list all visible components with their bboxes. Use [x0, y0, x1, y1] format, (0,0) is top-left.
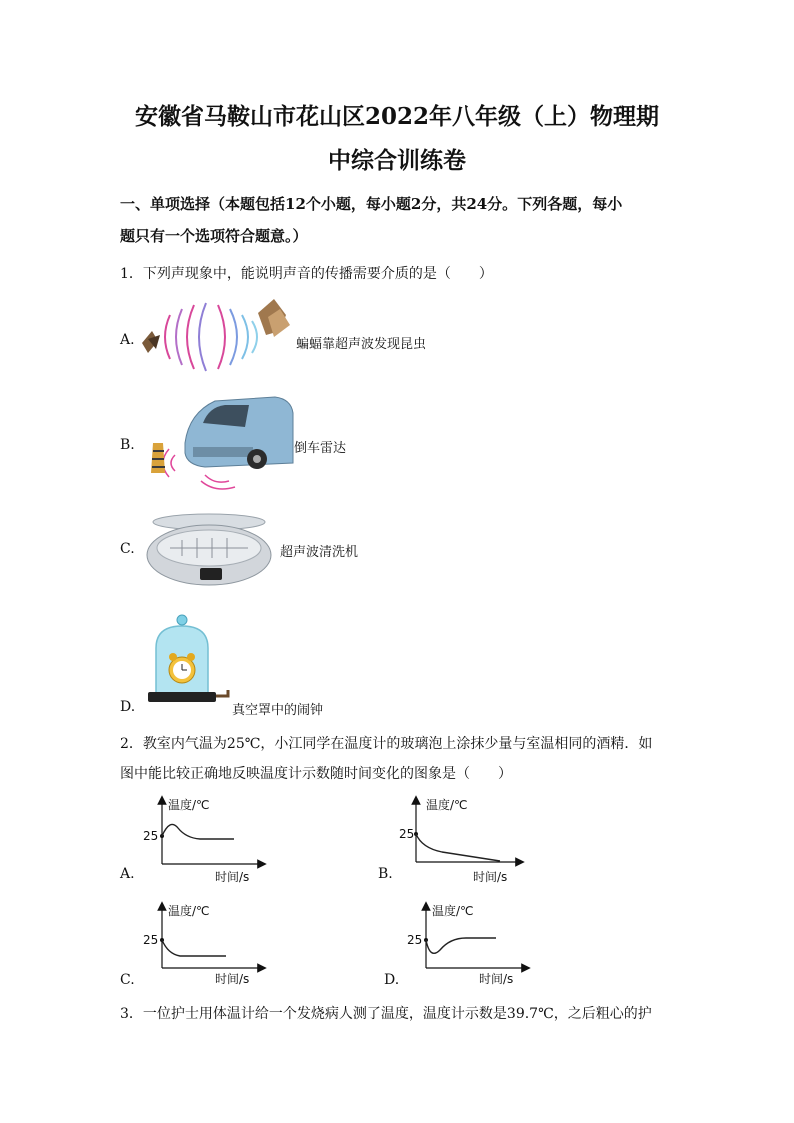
q2-option-c-label: C.: [120, 972, 135, 988]
q2-graph-b: [398, 794, 528, 884]
q2-graph-d-tick: 25: [407, 933, 423, 947]
q2-graph-c-y-axis-label: 温度/℃: [168, 904, 210, 918]
q2-graph-a-tick: 25: [143, 829, 159, 843]
q2-graph-c-x-axis-label: 时间/s: [215, 972, 250, 986]
q1-option-b-caption: 倒车雷达: [294, 441, 347, 456]
alarm-clock-bell-jar-picture: [146, 612, 236, 708]
q2-graph-b-x-axis-label: 时间/s: [473, 870, 508, 884]
q1-option-d-label: D.: [120, 699, 136, 715]
question-3-stem: 3．一位护士用体温计给一个发烧病人测了温度，温度计示数是39.7℃，之后粗心的护: [120, 1006, 652, 1022]
q1-option-a-caption: 蝙蝠靠超声波发现昆虫: [296, 337, 427, 352]
q1-option-d-caption: 真空罩中的闹钟: [232, 703, 324, 718]
q2-option-b-label: B.: [378, 866, 393, 882]
q2-graph-a-curve: [162, 824, 234, 839]
q2-graph-d-y-axis-label: 温度/℃: [432, 904, 474, 918]
q1-option-c-label: C.: [120, 541, 135, 557]
section-heading-line2: 题只有一个选项符合题意。）: [120, 227, 308, 245]
q2-option-a-label: A.: [120, 866, 135, 882]
q2-graph-d: [404, 900, 534, 990]
section-heading: 一、单项选择（本题包括12个小题，每小题2分，共24分。下列各题，每小: [120, 195, 623, 213]
page-title-line2: 中综合训练卷: [328, 147, 466, 174]
q1-option-b-label: B.: [120, 437, 135, 453]
q2-graph-a-y-axis-label: 温度/℃: [168, 798, 210, 812]
q2-graph-b-tick: 25: [399, 827, 415, 841]
q2-option-d-label: D.: [384, 972, 400, 988]
q2-graph-a-x-axis-label: 时间/s: [215, 870, 250, 884]
q2-graph-b-curve: [416, 834, 500, 861]
ultrasonic-cleaner-picture: [142, 510, 277, 595]
q2-graph-c-tick: 25: [143, 933, 159, 947]
bat-ultrasound-picture: [140, 295, 295, 380]
q2-graph-d-curve: [426, 938, 496, 953]
q2-graph-d-x-axis-label: 时间/s: [479, 972, 514, 986]
q1-option-a-label: A.: [120, 332, 135, 348]
question-2-stem: 2．教室内气温为25℃，小江同学在温度计的玻璃泡上涂抹少量与室温相同的酒精．如: [120, 736, 653, 752]
question-2-stem-line2: 图中能比较正确地反映温度计示数随时间变化的图象是（ ）: [120, 766, 512, 782]
q2-graph-c-curve: [162, 940, 226, 956]
q2-graph-c: [140, 900, 270, 990]
q2-graph-a: [140, 794, 270, 884]
question-1-stem: 1．下列声现象中，能说明声音的传播需要介质的是（ ）: [120, 266, 493, 282]
q1-option-c-caption: 超声波清洗机: [280, 545, 359, 560]
car-reverse-radar-picture: [145, 393, 295, 493]
page-title: 安徽省马鞍山市花山区2022年八年级（上）物理期: [134, 103, 659, 130]
q2-graph-b-y-axis-label: 温度/℃: [426, 798, 468, 812]
